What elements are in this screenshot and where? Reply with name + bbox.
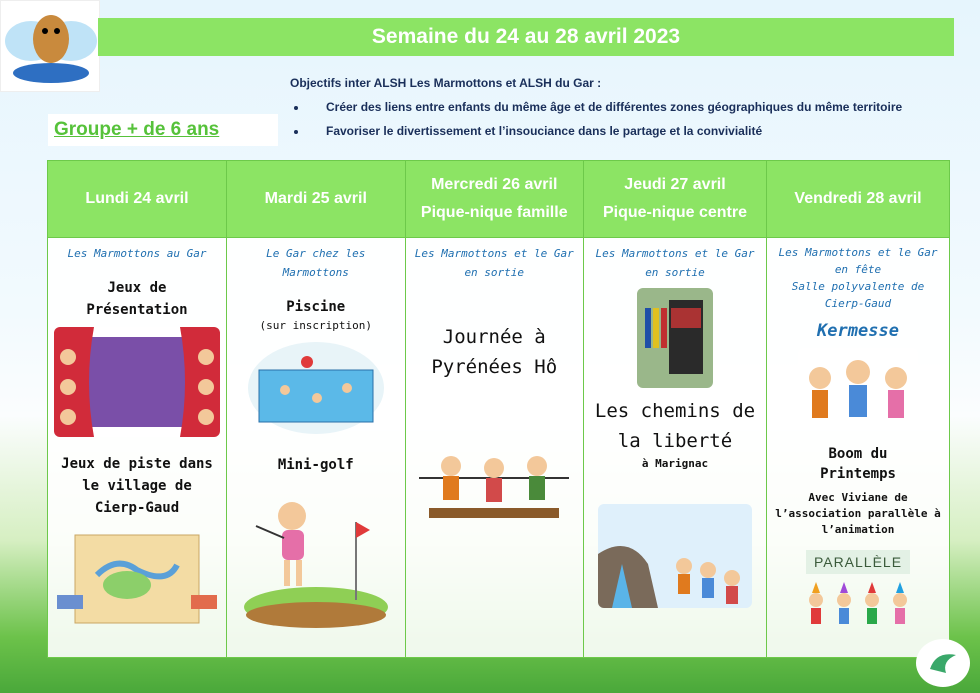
sponsor-logo bbox=[916, 639, 970, 687]
tree-climbing-image bbox=[419, 438, 569, 538]
activity: Kermesse bbox=[817, 321, 899, 341]
parallele-logo bbox=[806, 550, 910, 574]
activity-note: à Marignac bbox=[641, 457, 709, 470]
objective-bullet: • Favoriser le divertissement et l’insouciance dans le partage et la convivialité bbox=[308, 124, 970, 138]
theater-stage-image bbox=[54, 327, 220, 437]
day-column-vendredi bbox=[766, 160, 950, 658]
activity: Journée à Pyrénées Hô bbox=[431, 326, 558, 378]
activity: Mini-golf bbox=[277, 457, 354, 473]
activity-note: (sur inscription) bbox=[259, 319, 373, 332]
objectives-heading: Objectifs inter ALSH Les Marmottons et ALSH du Gar : bbox=[290, 76, 602, 90]
day-name: Mercredi 26 avril bbox=[431, 176, 558, 193]
activity: Piscine bbox=[286, 299, 346, 315]
mini-golf-image bbox=[236, 482, 396, 632]
day-tag: Les Marmottons au Gar bbox=[67, 247, 207, 260]
swimming-pool-image bbox=[247, 340, 385, 436]
day-header bbox=[584, 161, 766, 238]
day-subtitle: Pique-nique famille bbox=[420, 204, 568, 221]
day-header bbox=[227, 161, 405, 238]
treasure-map-image bbox=[57, 525, 217, 635]
day-header bbox=[406, 161, 584, 238]
day-column-lundi bbox=[47, 160, 227, 658]
activity: Jeux de Présentation bbox=[86, 280, 188, 318]
day-name: Mardi 25 avril bbox=[264, 190, 367, 207]
day-column-mercredi bbox=[405, 160, 585, 658]
day-name: Jeudi 27 avril bbox=[624, 176, 726, 193]
group-label-box bbox=[48, 114, 278, 146]
objectives bbox=[290, 76, 970, 148]
day-column-mardi bbox=[226, 160, 406, 658]
day-tag: Les Marmottons et le Gar en sortie bbox=[595, 247, 755, 279]
week-title-bar bbox=[98, 18, 954, 56]
day-header bbox=[48, 161, 226, 238]
activity: Boom du Printemps bbox=[820, 446, 896, 482]
group-label: Groupe + de 6 ans bbox=[54, 119, 220, 140]
day-name: Lundi 24 avril bbox=[85, 190, 189, 207]
party-kids-image bbox=[802, 580, 914, 636]
parallele-logo-text: PARALLÈLE bbox=[813, 554, 903, 570]
schedule-table bbox=[47, 160, 949, 658]
day-tag: Les Marmottons et le Gar en fête bbox=[778, 246, 938, 276]
hiking-children-image bbox=[598, 504, 752, 608]
day-header bbox=[767, 161, 949, 238]
objective-bullet: • Créer des liens entre enfants du même âge et de différentes zones géographiques du même territoire bbox=[308, 100, 970, 114]
day-location: Salle polyvalente de Cierp-Gaud bbox=[791, 280, 925, 310]
activity: Jeux de piste dans le village de Cierp-Gaud bbox=[61, 456, 213, 516]
day-column-jeudi bbox=[583, 160, 767, 658]
day-name: Vendredi 28 avril bbox=[794, 190, 922, 207]
memorial-photo bbox=[637, 288, 713, 388]
activity: Les chemins de la liberté bbox=[594, 400, 756, 452]
day-tag: Les Marmottons et le Gar en sortie bbox=[414, 247, 574, 279]
logo-marmottons bbox=[0, 0, 100, 92]
activity-note: Avec Viviane de l’association parallèle à l’animation bbox=[775, 491, 941, 536]
day-tag: Le Gar chez les Marmottons bbox=[266, 247, 366, 279]
kermesse-kids-image bbox=[798, 348, 918, 428]
week-title: Semaine du 24 au 28 avril 2023 bbox=[371, 25, 681, 48]
day-subtitle: Pique-nique centre bbox=[602, 204, 748, 221]
